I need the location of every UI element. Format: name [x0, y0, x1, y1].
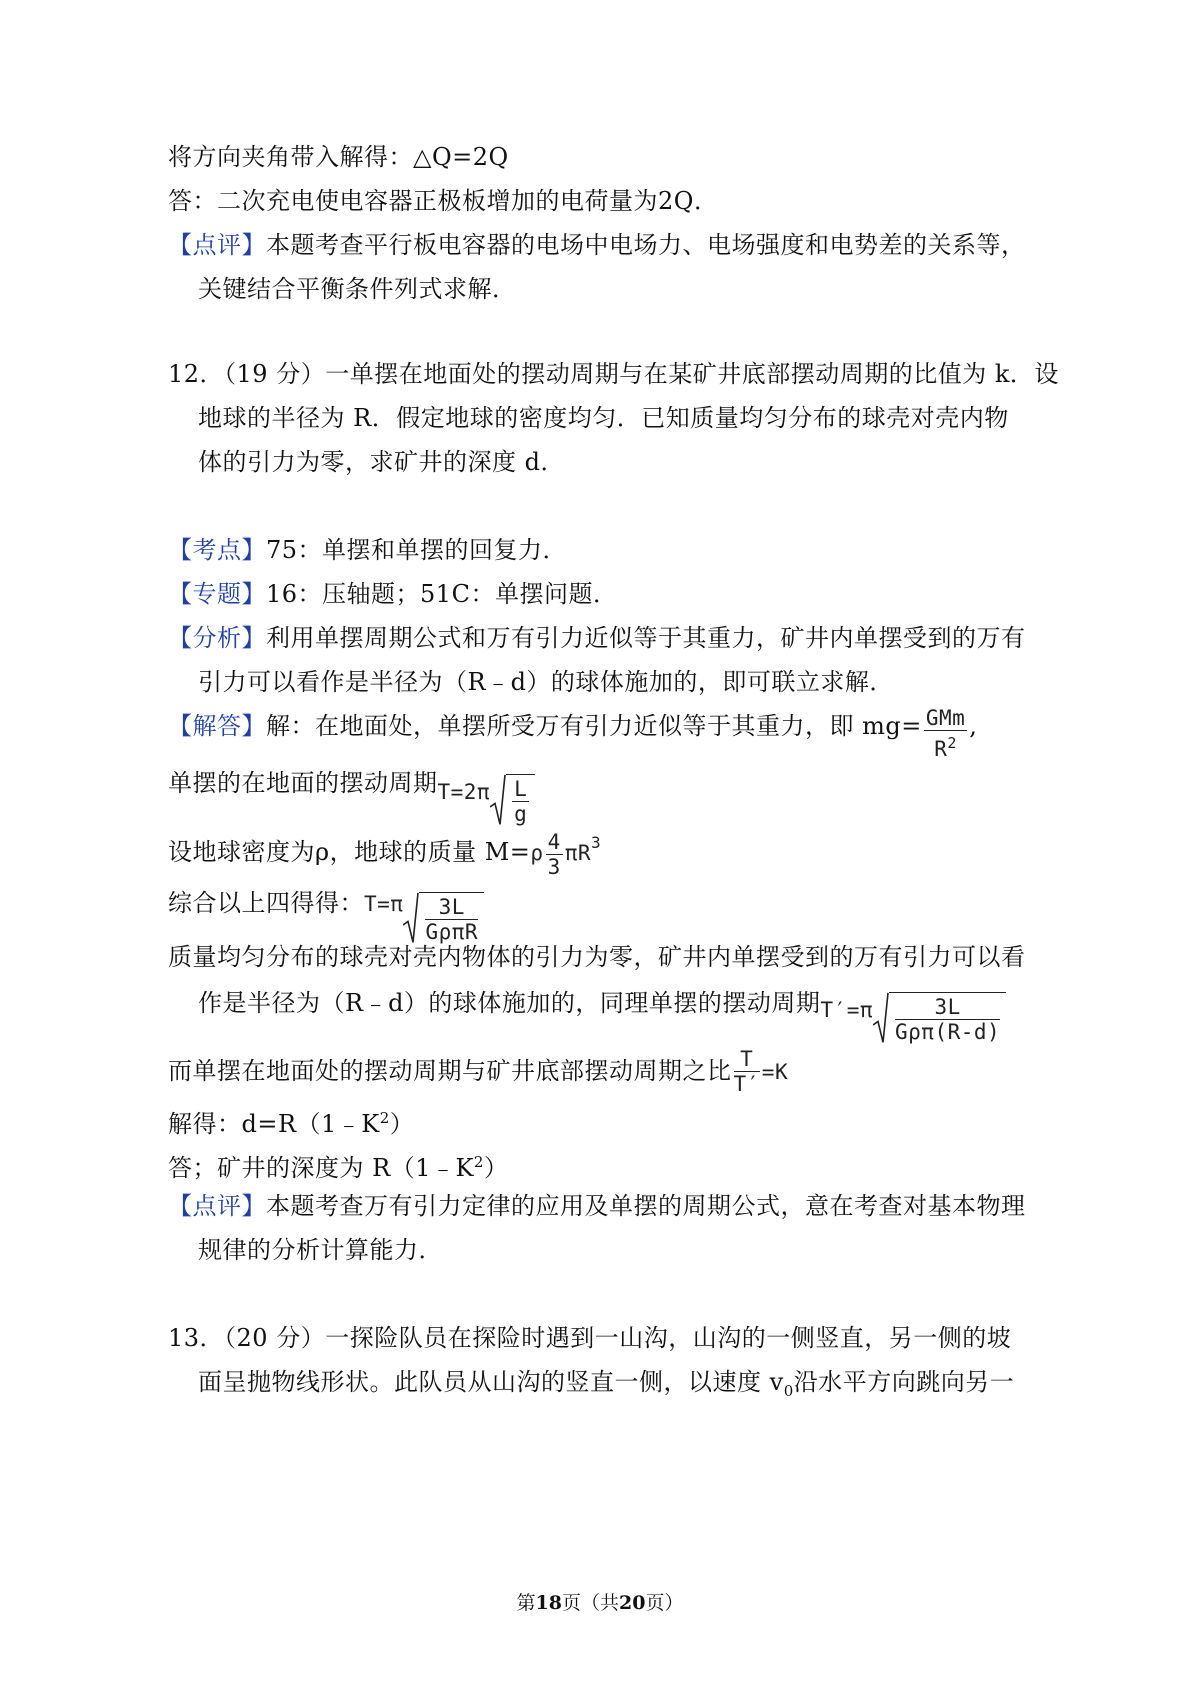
ratio-text: 而单摆在地面处的摆动周期与矿井底部摆动周期之比 — [168, 1057, 732, 1085]
q12-density-line — [168, 826, 601, 879]
f1-tail: , — [969, 712, 978, 740]
f2-sqrt — [490, 774, 535, 826]
q13-stem-2a: 面呈抛物线形状。此队员从山沟的竖直一侧，以速度 v — [198, 1368, 784, 1396]
zhuanti-tag: 【专题】 — [168, 580, 266, 608]
f3-numerator: 4 — [547, 830, 561, 854]
f2-lhs: T=2π — [437, 780, 491, 804]
q12-result — [168, 1101, 414, 1141]
footer-mid: 页（共 — [561, 1592, 619, 1614]
q12-fenxi-line-1 — [168, 621, 1026, 655]
density-text: 设地球密度为ρ，地球的质量 M= — [168, 838, 531, 866]
q12-comment-line-2: 规律的分析计算能力． — [198, 1236, 443, 1264]
kaodian-text: 75：单摆和单摆的回复力． — [266, 536, 568, 564]
q12-shell-line-1: 质量均匀分布的球壳对壳内物体的引力为零，矿井内单摆受到的万有引力可以看 — [168, 943, 1026, 971]
f3-denominator: 3 — [547, 855, 561, 879]
footer-page-number: 18 — [535, 1592, 562, 1614]
q13-stem-line-2 — [198, 1365, 1014, 1408]
jieda-text-1: 解：在地面处，单摆所受万有引力近似等于其重力，即 mg= — [266, 712, 922, 740]
f3-fraction — [546, 830, 563, 879]
formula-gmm-over-r2 — [924, 706, 967, 761]
q12-kaodian — [168, 533, 567, 567]
f4-sqrt — [403, 892, 484, 944]
comment-tag: 【点评】 — [168, 231, 266, 259]
combine-text: 综合以上四得得： — [168, 889, 364, 917]
f2-denominator: g — [514, 801, 528, 826]
period-text: 单摆的在地面的摆动周期 — [168, 769, 438, 797]
f4-numerator: 3L — [425, 895, 478, 920]
f2-numerator: L — [514, 776, 528, 801]
jieda-tag: 【解答】 — [168, 712, 266, 740]
footer-post: 页） — [645, 1592, 684, 1614]
answer-suffix: ） — [483, 1154, 509, 1182]
q13-subscript: 0 — [783, 1381, 794, 1400]
f2-fraction — [512, 777, 529, 826]
fenxi-tag: 【分析】 — [168, 624, 266, 652]
prev-comment-line-2: 关键结合平衡条件列式求解． — [198, 275, 517, 303]
prev-comment-text-1: 本题考查平行板电容器的电场中电场力、电场强度和电势差的关系等， — [266, 231, 1026, 259]
f5-denominator: Gρπ(R-d) — [895, 1019, 1001, 1044]
f5-sqrt — [873, 992, 1006, 1044]
f1-denominator — [924, 731, 967, 761]
fenxi-text-1: 利用单摆周期公式和万有引力近似等于其重力，矿井内单摆受到的万有 — [266, 624, 1026, 652]
q12-stem-line-3: 体的引力为零，求矿井的深度 d． — [198, 448, 565, 476]
page-footer — [0, 1588, 1200, 1615]
f6-numerator: T — [734, 1047, 760, 1072]
zhuanti-text: 16：压轴题；51C：单摆问题． — [266, 580, 618, 608]
f6-denominator: T′ — [733, 1072, 760, 1096]
f4-denominator: GρπR — [425, 919, 479, 944]
q12-combine-line — [168, 886, 484, 944]
radical-icon — [490, 774, 506, 826]
f1-numerator: GMm — [925, 706, 966, 730]
result-prefix: 解得：d=R（1﹣K — [168, 1110, 380, 1138]
q12-answer — [168, 1145, 508, 1185]
q12-period-line — [168, 766, 535, 826]
prev-solution-line-1: 将方向夹角带入解得：△Q=2Q — [168, 143, 509, 171]
q12-comment-text-1: 本题考查万有引力定律的应用及单摆的周期公式，意在考查对基本物理 — [266, 1192, 1026, 1220]
q12-zhuanti — [168, 577, 617, 611]
f3-exponent: 3 — [591, 833, 602, 852]
result-suffix: ） — [389, 1110, 415, 1138]
f5-lhs: T′=π — [820, 998, 874, 1022]
radical-icon — [873, 992, 889, 1044]
prev-solution-answer: 答：二次充电使电容器正极板增加的电荷量为2Q． — [168, 187, 719, 215]
q12-ratio-line — [168, 1047, 788, 1096]
footer-total-pages: 20 — [619, 1592, 646, 1614]
f1-den-exp: 2 — [947, 734, 957, 752]
f5-fraction — [895, 995, 1000, 1044]
q13-stem-line-1: 13．（20 分）一探险队员在探险时遇到一山沟，山沟的一侧竖直，另一侧的坡 — [168, 1324, 1012, 1352]
footer-pre: 第 — [516, 1592, 536, 1614]
q12-comment-line-1 — [168, 1189, 1026, 1223]
q12-jieda-line-1 — [168, 706, 977, 761]
kaodian-tag: 【考点】 — [168, 536, 266, 564]
f1-den-base: R — [934, 737, 948, 761]
answer-exponent: 2 — [473, 1153, 484, 1171]
f6-fraction — [734, 1047, 760, 1096]
q12-shell-line-2 — [198, 986, 1006, 1044]
result-exponent: 2 — [379, 1109, 390, 1127]
shell-text-2: 作是半径为（R﹣d）的球体施加的，同理单摆的摆动周期 — [198, 989, 821, 1017]
f4-lhs: T=π — [364, 892, 404, 916]
q13-stem-2b: 沿水平方向跳向另一 — [793, 1368, 1015, 1396]
comment-tag: 【点评】 — [168, 1192, 266, 1220]
prev-comment-line-1 — [168, 228, 1026, 262]
q12-stem-line-1: 12．（19 分）一单摆在地面处的摆动周期与在某矿井底部摆动周期的比值为 k．设 — [168, 360, 1059, 388]
answer-prefix: 答；矿井的深度为 R（1﹣K — [168, 1154, 474, 1182]
f3-pi-r: πR — [564, 841, 592, 865]
f4-fraction — [425, 895, 478, 944]
f5-numerator: 3L — [895, 995, 1000, 1020]
f3-rho: ρ — [530, 841, 544, 865]
q12-stem-line-2: 地球的半径为 R．假定地球的密度均匀．已知质量均匀分布的球壳对壳内物 — [198, 404, 1009, 432]
q12-fenxi-line-2: 引力可以看作是半径为（R﹣d）的球体施加的，即可联立求解． — [198, 668, 894, 696]
f6-rhs: =K — [761, 1060, 789, 1084]
radical-icon — [403, 892, 419, 944]
